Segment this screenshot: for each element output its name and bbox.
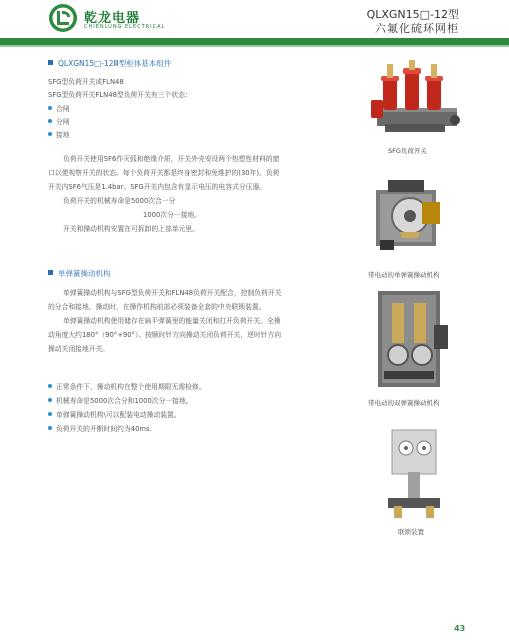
state-item: 分闸 xyxy=(48,116,70,129)
bullet-dot-icon xyxy=(48,426,52,430)
body-line: 口以便观察开关的状态。每个负荷开关都是终身密封和免维护的(30年)。负荷 xyxy=(48,169,280,177)
header-band-accent xyxy=(0,45,509,47)
bullet-dot-icon xyxy=(48,398,52,402)
intro-line: SFG型负荷开关FLN48型负荷开关有三个状态： xyxy=(48,91,192,99)
section-title-components: QLXGN15□-12Ⅲ型柜体基本组件 xyxy=(48,58,171,69)
section-title-mechanism: 单弹簧操动机构 xyxy=(48,268,111,279)
feature-item: 正常条件下，操动机构在整个使用期限无需检修。 xyxy=(48,381,206,394)
intro-line: SFG型负荷开关或FLN48 xyxy=(48,78,124,86)
brand-name-en: CHIENLUNG ELECTRICAL xyxy=(84,24,166,30)
bullet-dot-icon xyxy=(48,106,52,110)
caption-double-spring: 带电动的双弹簧操动机构 xyxy=(368,399,440,407)
state-item: 接地 xyxy=(48,129,70,142)
caption-sfg: SFG负荷开关 xyxy=(388,147,427,155)
caption-interlock: 联锁装置 xyxy=(398,528,424,536)
feature-item: 单弹簧操动机构\可以配装电动操动装置。 xyxy=(48,409,181,422)
body-line: 单弹簧操动机构使用储存在扁平弹簧里的能量关闭和打开负荷开关。全操 xyxy=(63,317,281,325)
body-line: 负荷开关的机械寿命是5000次合一分 xyxy=(63,197,176,205)
brand-name: 乾龙电器 xyxy=(84,11,141,26)
body-line: 动角度大约180°（90°+90°）。按顺时针方向操动关闭负荷开关，逆时针方向 xyxy=(48,331,282,339)
body-line: 1000次分一接地。 xyxy=(143,211,202,219)
bullet-dot-icon xyxy=(48,119,52,123)
product-name: 六氟化硫环网柜 xyxy=(375,22,459,35)
caption-single-spring: 带电动的单弹簧操动机构 xyxy=(368,271,440,279)
body-line: 开关内SF6气压是1.4bar。SFG开关内包含有显示电压的电容式分压器。 xyxy=(48,183,267,191)
bullet-dot-icon xyxy=(48,132,52,136)
interlock-device-photo xyxy=(378,426,450,522)
bullet-dot-icon xyxy=(48,384,52,388)
square-bullet-icon xyxy=(48,60,53,65)
body-line: 单弹簧操动机构与SFG型负荷开关和FLN48负荷开关配合，控制负荷开关 xyxy=(63,289,282,297)
bullet-dot-icon xyxy=(48,412,52,416)
feature-item: 负荷开关的开断时间约为40ms. xyxy=(48,423,152,436)
square-bullet-icon xyxy=(48,270,53,275)
body-line: 的分合和接地。操动时，在操作机构前部必须装备全套的中央联锁装置。 xyxy=(48,303,266,311)
body-line: 操动关闭接地开关。 xyxy=(48,345,110,353)
feature-item: 机械寿命是5000次合分和1000次分一接地。 xyxy=(48,395,193,408)
body-line: 负荷开关使用SF6作灭弧和绝缘介质，开关外壳安设两个热塑性材料的窗 xyxy=(63,155,280,163)
product-model: QLXGN15□-12型 xyxy=(366,8,459,21)
company-logo-icon xyxy=(48,3,78,33)
double-spring-mechanism-photo xyxy=(370,285,454,393)
header-band xyxy=(0,38,509,45)
page-number: 43 xyxy=(454,624,466,633)
single-spring-mechanism-photo xyxy=(370,172,450,254)
body-line: 开关和操动机构安置在可拆卸的上部单元里。 xyxy=(63,225,199,233)
state-item: 合闸 xyxy=(48,103,70,116)
page-header xyxy=(0,0,509,44)
sfg-switch-photo xyxy=(365,58,465,140)
